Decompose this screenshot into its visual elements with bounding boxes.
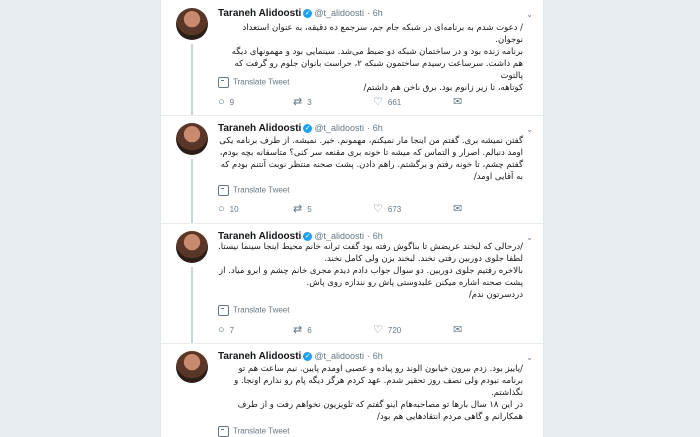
retweet-button[interactable] [293, 96, 312, 108]
tweet-line: پشت صحنه اشاره میکنن علیدوستی پاش رو نندازه روی پاش. [306, 278, 523, 288]
globe-icon [218, 77, 229, 88]
like-button[interactable] [373, 203, 401, 215]
heart-icon: ♡ [373, 203, 383, 215]
tweet-text [218, 363, 523, 423]
verified-badge-icon: ✓ [304, 352, 311, 360]
tweet-line: نگذاشتم. [491, 388, 523, 398]
reply-button[interactable] [218, 96, 234, 108]
tweet-text [218, 135, 523, 183]
avatar[interactable] [176, 351, 208, 383]
like-count: 673 [387, 204, 402, 214]
translate-label: Translate Tweet [233, 426, 290, 436]
tweet-line: برنامه نبودم ولی نصف روز تحقیر شدم. عهد کردم هرگز دیگه پام رو نذارم اونجا. و [234, 376, 523, 386]
reply-button[interactable] [218, 324, 234, 336]
tweet[interactable] [161, 343, 543, 437]
tweet-header [218, 123, 383, 134]
verified-badge-icon: ✓ [304, 9, 311, 17]
tweet-line: دردسرتون ندم/ [468, 290, 523, 300]
tweet-time[interactable]: 6h [372, 8, 383, 18]
chevron-down-icon[interactable]: ⌄ [526, 233, 533, 242]
message-button[interactable] [453, 324, 467, 336]
author-handle[interactable]: @t_alidoosti [314, 123, 365, 133]
globe-icon [218, 305, 229, 316]
chevron-down-icon[interactable]: ⌄ [526, 10, 533, 19]
retweet-count: 6 [307, 325, 312, 335]
tweet-thread [160, 0, 544, 437]
tweet-line: / دعوت شدم به برنامه‌ای در شبکه جام جم، سرجمع ده دقیقه، به عنوان استعداد نوجوان. [242, 23, 523, 45]
reply-button[interactable] [218, 203, 239, 215]
tweet-line: لطفا جلوی دوربین رفتی نخند. لبخند بزن ولی کامل نخند. [324, 254, 523, 264]
message-button[interactable] [453, 96, 467, 108]
reply-count: 9 [229, 97, 235, 107]
author-name[interactable]: Taraneh Alidoosti [218, 351, 302, 362]
author-name[interactable]: Taraneh Alidoosti [218, 123, 302, 134]
like-count: 661 [387, 97, 402, 107]
message-button[interactable] [453, 203, 467, 215]
verified-badge-icon: ✓ [304, 124, 311, 132]
retweet-button[interactable] [293, 324, 312, 336]
translate-label: Translate Tweet [233, 305, 290, 315]
chevron-down-icon[interactable]: ⌄ [526, 353, 533, 362]
tweet-text [218, 241, 523, 301]
tweet-line: برنامه زنده بود و در ساختمان شبکه دو ضبط می‌شد. سینمایی بود و مهمونهای دیگه [231, 47, 523, 57]
separator: · [366, 351, 370, 361]
avatar[interactable] [176, 123, 208, 155]
avatar[interactable] [176, 8, 208, 40]
chevron-down-icon[interactable]: ⌄ [526, 125, 533, 134]
reply-count: 10 [229, 204, 239, 214]
tweet-line: به آقایی اومد/ [473, 172, 523, 182]
tweet-line: گفتم چشم، تا خونه رفتم و برگشتم. راهم دادن. پشت صحنه منتظر نوبت آنتنم بودم که [220, 160, 523, 170]
separator: · [366, 231, 370, 241]
author-name[interactable]: Taraneh Alidoosti [218, 8, 302, 19]
thread-connector [191, 44, 193, 115]
retweet-button[interactable] [293, 203, 312, 215]
translate-label: Translate Tweet [233, 185, 290, 195]
translate-tweet-link[interactable] [218, 77, 289, 88]
envelope-icon: ✉ [453, 203, 463, 215]
reply-icon: ○ [218, 203, 225, 215]
tweet[interactable] [161, 0, 543, 116]
tweet-actions [218, 203, 518, 217]
tweet-line: /درحالی که لبخند عریضش تا بناگوش رفته بود گفت ترانه خانم محیط اینجا سینما نیستا. [218, 242, 523, 252]
separator: · [366, 8, 370, 18]
tweet-line: /پاییز بود. زدم بیرون خیابون الوند رو پیاده و عصبی اومدم پایین. نیم ساعت هم تو [238, 364, 523, 374]
tweet-actions [218, 96, 518, 110]
retweet-icon: ⇄ [293, 324, 303, 336]
tweet-line: کوتاهه، تا زیر زانوم بود. برق ناخن هم داشتم/ [363, 83, 523, 93]
like-button[interactable] [373, 324, 401, 336]
author-handle[interactable]: @t_alidoosti [314, 351, 365, 361]
reply-count: 7 [229, 325, 235, 335]
like-count: 720 [387, 325, 402, 335]
tweet-line: هم داشت. سرساعت رسیدم ساختمون شبکه ۲، حراست بانوان جلوم رو گرفت که پالتوت [234, 59, 523, 81]
author-name[interactable]: Taraneh Alidoosti [218, 231, 302, 242]
tweet-time[interactable]: 6h [372, 123, 383, 133]
heart-icon: ♡ [373, 96, 383, 108]
separator: · [366, 123, 370, 133]
translate-tweet-link[interactable] [218, 426, 289, 437]
tweet-line: همکارانم و گاهی مردم انتقادهایی هم بود/ [376, 412, 523, 422]
retweet-count: 5 [307, 204, 312, 214]
heart-icon: ♡ [373, 324, 383, 336]
tweet-time[interactable]: 6h [372, 231, 383, 241]
tweet-actions [218, 324, 518, 338]
retweet-icon: ⇄ [293, 203, 303, 215]
avatar[interactable] [176, 231, 208, 263]
retweet-icon: ⇄ [293, 96, 303, 108]
like-button[interactable] [373, 96, 401, 108]
reply-icon: ○ [218, 324, 225, 336]
tweet-line: بالاخره رفتیم جلوی دوربین. دو سوال جواب دادم دیدم مجری خانم چشم و ابرو میاد. از [219, 266, 523, 276]
translate-label: Translate Tweet [233, 77, 290, 87]
thread-connector [191, 267, 193, 343]
envelope-icon: ✉ [453, 324, 463, 336]
globe-icon [218, 426, 229, 437]
reply-icon: ○ [218, 96, 225, 108]
author-handle[interactable]: @t_alidoosti [314, 231, 365, 241]
tweet-time[interactable]: 6h [372, 351, 383, 361]
verified-badge-icon: ✓ [304, 232, 311, 240]
tweet-header [218, 351, 383, 362]
translate-tweet-link[interactable] [218, 185, 289, 196]
envelope-icon: ✉ [453, 96, 463, 108]
tweet-header [218, 8, 383, 19]
tweet[interactable] [161, 223, 543, 344]
tweet-line: اومد دنبالم. اصرار و التماس که میشه تا خونه بری مقنعه سر کنی؟ متاسفانه بچه بودم، [219, 148, 523, 158]
tweet[interactable] [161, 115, 543, 224]
author-handle[interactable]: @t_alidoosti [314, 8, 365, 18]
globe-icon [218, 185, 229, 196]
retweet-count: 3 [307, 97, 312, 107]
tweet-line: در این ۱۸ سال بارها تو مصاحبه‌هام اینو گفتم که تلویزیون نخواهم رفت و از طرف [237, 400, 523, 410]
translate-tweet-link[interactable] [218, 305, 289, 316]
tweet-line: گفتن نمیشه بری. گفتم من اینجا مار نمیکنم، مهمونم. خیر. نمیشه. از طرف برنامه یکی [219, 136, 523, 146]
thread-connector [191, 159, 193, 223]
